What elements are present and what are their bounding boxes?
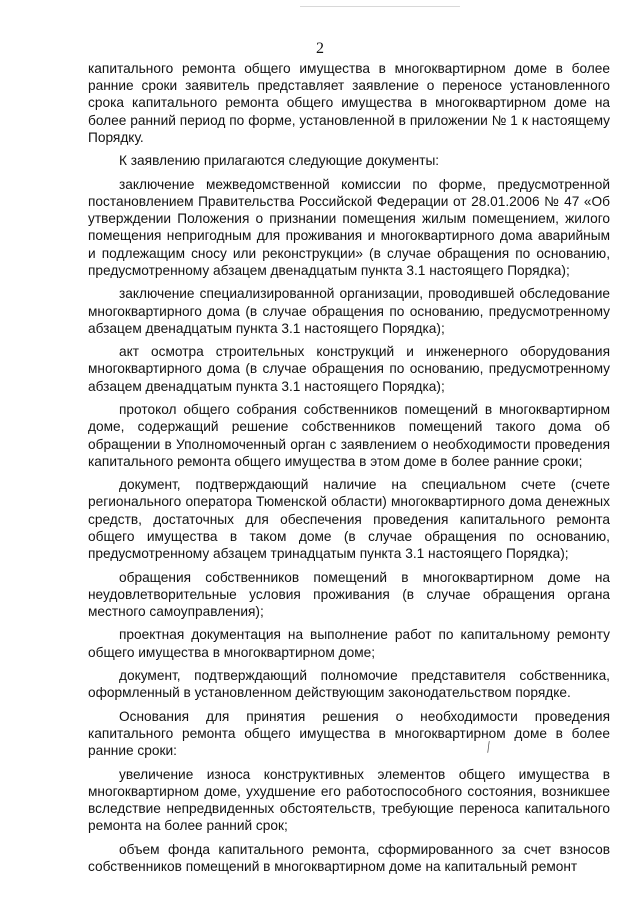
paragraph-specialized-org-conclusion: заключение специализированной организации, проводившей обследование многоквартирного дома (в случае обращения по основанию, предусмотренному абзацем двенадцатым пункта 3.1 настоящего Порядка); bbox=[88, 286, 610, 336]
scan-edge-line bbox=[300, 6, 460, 7]
paragraph-project-documentation: проектная документация на выполнение работ по капитальному ремонту общего имущества в многоквартирном доме; bbox=[88, 627, 610, 660]
paragraph-continuation: капитального ремонта общего имущества в многоквартирном доме в более ранние сроки заявитель представляет заявление о переносе установленного срока капитального ремонта общего имущества в многоквартирном доме на более ранний период по форме, установленной в приложении № 1 к настоящему Порядку. bbox=[88, 61, 610, 145]
paragraph-meeting-protocol: протокол общего собрания собственников помещений в многоквартирном доме, содержащий решение собственников помещений такого дома об обращении в Уполномоченный орган с заявлением о необходимости проведения капитального ремонта общего имущества в этом доме в более ранние сроки; bbox=[88, 402, 610, 469]
paragraph-inspection-act: акт осмотра строительных конструкций и инженерного оборудования многоквартирного дома (в случае обращения по основанию, предусмотренному абзацем двенадцатым пункта 3.1 настоящего Порядка); bbox=[88, 344, 610, 394]
paragraph-fund-volume: объем фонда капитального ремонта, сформированного за счет взносов собственников помещений в многоквартирном доме на капитальный ремонт bbox=[88, 841, 610, 875]
paragraph-commission-conclusion: заключение межведомственной комиссии по форме, предусмотренной постановлением Правительства Российской Федерации от 28.01.2006 № 47 «Об утверждении Положения о признании помещения жилым помещением, жилого помещения непригодным для проживания и многоквартирного дома аварийным и подлежащим сносу или реконструкции» (в случае обращения по основанию, предусмотренному абзацем двенадцатым пункта 3.1 настоящего Порядка); bbox=[88, 176, 610, 278]
paragraph-owner-complaints: обращения собственников помещений в многоквартирном доме на неудовлетворительные условия проживания (в случае обращения органа местного самоуправления); bbox=[88, 569, 610, 619]
pen-mark: ╱ bbox=[484, 741, 493, 753]
paragraph-attachments-intro: К заявлению прилагаются следующие документы: bbox=[119, 153, 440, 169]
paragraph-representative-authority: документ, подтверждающий полномочие представителя собственника, оформленный в установленном действующим законодательством порядке. bbox=[88, 668, 610, 701]
document-body bbox=[88, 60, 610, 882]
page-number: 2 bbox=[316, 40, 324, 57]
paragraph-funds-document: документ, подтверждающий наличие на специальном счете (счете регионального оператора Тюменской области) многоквартирного дома денежных средств, достаточных для обеспечения проведения капитального ремонта общего имущества в таком доме (в случае обращения по основанию, предусмотренному абзацем тринадцатым пункта 3.1 настоящего Порядка); bbox=[88, 477, 610, 562]
paragraph-decision-grounds: Основания для принятия решения о необходимости проведения капитального ремонта общего имущества в многоквартирном доме в более ранние сроки: bbox=[88, 708, 610, 759]
paragraph-wear-increase: увеличение износа конструктивных элементов общего имущества в многоквартирном доме, ухудшение его работоспособного состояния, возникшее вследствие непредвиденных обстоятельств, требующие переноса капитального ремонта на более ранний срок; bbox=[88, 766, 610, 834]
